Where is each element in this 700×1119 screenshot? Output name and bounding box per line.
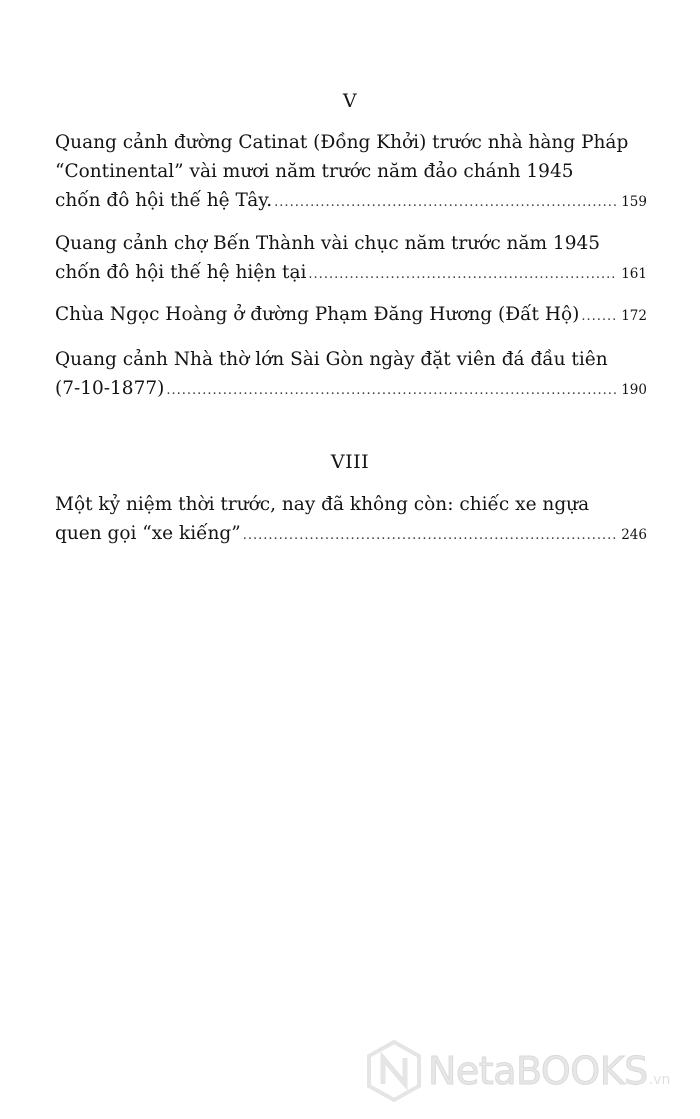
entry-last-line [55, 519, 647, 550]
entry-line: chốn đô hội thế hệ Tây. [55, 190, 273, 211]
page-number: 246 [621, 527, 647, 543]
page-number: 161 [621, 266, 647, 282]
page-number: 172 [621, 308, 647, 324]
dot-leader [274, 188, 617, 217]
entry-line: Chùa Ngọc Hoàng ở đường Phạm Đăng Hương (Đất Hộ) [55, 304, 580, 325]
entry-last-line [55, 374, 647, 405]
toc-entry-ben-thanh [55, 229, 647, 289]
dot-leader [243, 521, 617, 550]
toc-entry-xe-kieng [55, 490, 647, 550]
page-number: 190 [621, 382, 647, 398]
entry-line: Một kỷ niệm thời trước, nay đã không còn: chiếc xe ngựa [55, 494, 590, 515]
watermark-brand: NetaBOOKS [428, 1049, 648, 1093]
netabooks-logo-icon [366, 1040, 422, 1102]
toc-entry-nha-tho-lon [55, 345, 647, 405]
watermark-domain: .vn [648, 1072, 671, 1088]
entry-line: quen gọi “xe kiếng” [55, 523, 241, 544]
entry-last-line [55, 300, 647, 331]
entry-line: (7-10-1877) [55, 378, 165, 399]
entry-line: Quang cảnh đường Catinat (Đồng Khởi) trước nhà hàng Pháp [55, 132, 629, 153]
entry-line: Quang cảnh Nhà thờ lớn Sài Gòn ngày đặt viên đá đầu tiên [55, 349, 608, 370]
entry-last-line [55, 186, 647, 217]
entry-line: “Continental” vài mươi năm trước năm đảo chánh 1945 [55, 161, 574, 182]
section-heading-v: V [342, 90, 358, 112]
entry-line: Quang cảnh chợ Bến Thành vài chục năm trước năm 1945 [55, 233, 601, 254]
entry-line: chốn đô hội thế hệ hiện tại [55, 262, 307, 283]
page-number: 159 [621, 194, 647, 210]
netabooks-watermark [366, 1040, 670, 1102]
entry-last-line [55, 258, 647, 289]
dot-leader [166, 376, 617, 405]
section-heading-viii: VIII [330, 451, 370, 473]
dot-leader [308, 260, 617, 289]
dot-leader [581, 302, 617, 331]
toc-entry-ngoc-hoang [55, 300, 647, 331]
toc-entry-catinat [55, 128, 647, 217]
